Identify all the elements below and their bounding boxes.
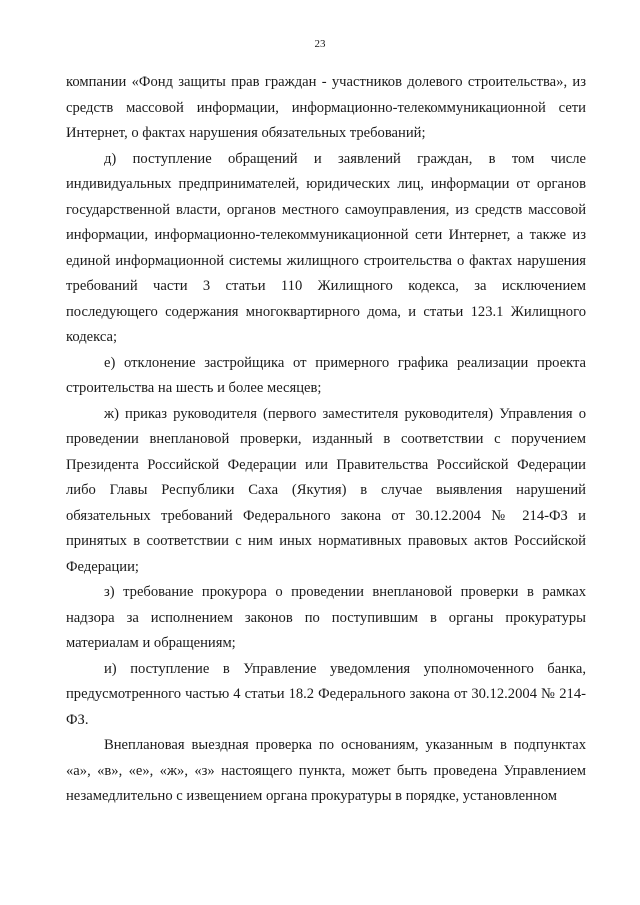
paragraph-item-d: д) поступление обращений и заявлений граждан, в том числе индивидуальных предпринимателей, юридических лиц, информации от органов государственной власти, органов местного самоуправления, из средств массовой информации, информационно-телекоммуникационной сети Интернет, а также из единой информационной системы жилищного строительства о фактах нарушения требований части 3 статьи 110 Жилищного кодекса, за исключением последующего содержания многоквартирного дома, и статьи 123.1 Жилищного кодекса; (66, 150, 586, 345)
paragraph-item-e: е) отклонение застройщика от примерного графика реализации проекта строительства на шесть и более месяцев; (66, 354, 586, 396)
paragraph-item-i: и) поступление в Управление уведомления уполномоченного банка, предусмотренного частью 4 статьи 18.2 Федерального закона от 30.12.2004 № 214-ФЗ. (66, 660, 586, 728)
paragraph-item-zh: ж) приказ руководителя (первого заместителя руководителя) Управления о проведении внеплановой проверки, изданный в соответствии с поручением Президента Российской Федерации или Правительства Российской Федерации либо Главы Республики Саха (Якутия) в случае выявления нарушений обязательных требований Федерального закона от 30.12.2004 № 214-ФЗ и принятых в соответствии с ним иных нормативных правовых актов Российской Федерации; (66, 405, 586, 575)
document-body (66, 70, 586, 810)
paragraph-continuation: компании «Фонд защиты прав граждан - участников долевого строительства», из средств массовой информации, информационно-телекоммуникационной сети Интернет, о фактах нарушения обязательных требований; (66, 74, 586, 141)
paragraph-unscheduled-inspection: Внеплановая выездная проверка по основаниям, указанным в подпунктах «а», «в», «е», «ж», «з» настоящего пункта, может быть проведена Управлением незамедлительно с извещением органа прокуратуры в порядке, установленном (66, 737, 586, 804)
page-number: 23 (314, 38, 326, 50)
paragraph-item-z: з) требование прокурора о проведении внеплановой проверки в рамках надзора за исполнением законов по поступившим в органы прокуратуры материалам и обращениям; (66, 584, 586, 651)
